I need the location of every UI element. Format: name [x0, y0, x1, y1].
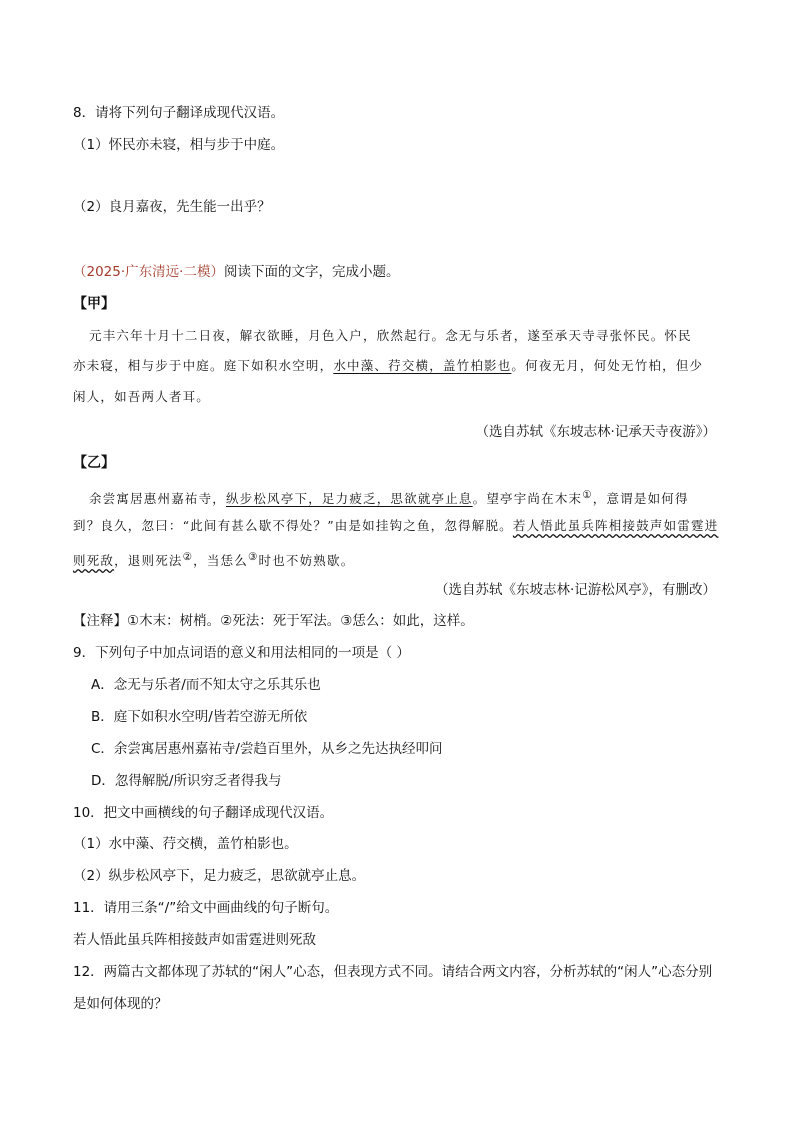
yi-line-2-a: 到？良久，忽曰：“此间有甚么歇不得处？”由是如挂钩之鱼，忽得解脱。: [73, 518, 513, 533]
q11-sentence: 若人悟此虽兵阵相接鼓声如雷霆进则死敌: [73, 932, 316, 948]
q9-option-a[interactable]: A．念无与乐者/而不知太守之乐其乐也: [91, 677, 321, 693]
q8-item-1: （1）怀民亦未寝，相与步于中庭。: [73, 137, 285, 153]
yi-line-1-a: 余尝寓居惠州嘉祐寺，: [89, 491, 227, 507]
underlined-sentence-1: 水中藻、荇交横，盖竹柏影也: [333, 358, 512, 373]
q10-item-2: （2）纵步松风亭下，足力疲乏，思欲就亭止息。: [73, 868, 366, 884]
note-marker-3: ③: [247, 551, 259, 563]
q10-title: 10．把文中画横线的句子翻译成现代汉语。: [73, 805, 334, 821]
q8-item-2: （2）良月嘉夜，先生能一出乎？: [73, 199, 271, 215]
jia-line-3: 闲人，如吾两人者耳。: [73, 389, 211, 404]
jia-label: 【甲】: [73, 296, 115, 312]
yi-line-3-c: 时也不妨熟歇。: [258, 553, 355, 569]
yi-line-1-c: ，意谓是如何得: [592, 491, 689, 507]
intro-text: 阅读下面的文字，完成小题。: [223, 264, 400, 280]
q9-option-c[interactable]: C．余尝寓居惠州嘉祐寺/尝趋百里外，从乡之先达执经叩问: [91, 741, 443, 757]
q12-line-2: 是如何体现的？: [73, 996, 168, 1012]
jia-line-2-a: 亦未寝，相与步于中庭。庭下如积水空明，: [73, 358, 334, 373]
yi-line-1: [89, 485, 689, 509]
yi-source: （选自苏轼《东坡志林·记游松风亭》，有删改）: [434, 582, 716, 598]
q11-title: 11．请用三条“/”给文中画曲线的句子断句。: [73, 900, 339, 916]
q9-option-d[interactable]: D．忽得解脱/所识穷乏者得我与: [91, 773, 282, 789]
yi-line-2: [73, 516, 718, 536]
wavy-sentence-part-1: 若人悟此虽兵阵相接鼓声如雷霆进: [512, 518, 719, 533]
yi-line-1-b: 。望亭宇尚在木末: [472, 491, 583, 507]
wavy-sentence-part-2: 则死敌: [73, 553, 115, 569]
jia-line-2: [73, 356, 703, 376]
q9-option-b[interactable]: B．庭下如积水空明/皆若空游无所依: [91, 709, 308, 725]
q10-item-1: （1）水中藻、荇交横，盖竹柏影也。: [73, 836, 298, 852]
source-tag: （2025·广东清远·二模）: [73, 264, 224, 280]
jia-line-1: 元丰六年十月十二日夜，解衣欲睡，月色入户，欣然起行。念无与乐者，遂至承天寺寻张怀民。怀民: [89, 328, 692, 343]
annotation-notes: 【注释】①木末：树梢。②死法：死于军法。③恁么：如此，这样。: [73, 613, 474, 629]
q9-title: 9．下列句子中加点词语的意义和用法相同的一项是（ ）: [73, 645, 410, 661]
q12-line-1: 12．两篇古文都体现了苏轼的“闲人”心态，但表现方式不同。请结合两文内容，分析苏轼的“闲人”心态分别: [73, 964, 713, 980]
yi-line-3-a: ，退则死法: [114, 553, 183, 569]
underlined-sentence-2: 纵步松风亭下，足力疲乏，思欲就亭止息: [226, 491, 473, 507]
note-marker-2: ②: [182, 551, 194, 563]
jia-line-2-b: 。何夜无月，何处无竹柏，但少: [511, 358, 704, 373]
note-marker-1: ①: [582, 489, 593, 501]
jia-source: （选自苏轼《东坡志林·记承天寺夜游》）: [475, 424, 716, 440]
yi-line-3-b: ，当恁么: [193, 553, 248, 569]
q8-title: 8．请将下列句子翻译成现代汉语。: [73, 105, 285, 121]
passage-intro: [73, 262, 399, 282]
yi-line-3: [73, 547, 354, 571]
yi-label: 【乙】: [73, 455, 115, 471]
